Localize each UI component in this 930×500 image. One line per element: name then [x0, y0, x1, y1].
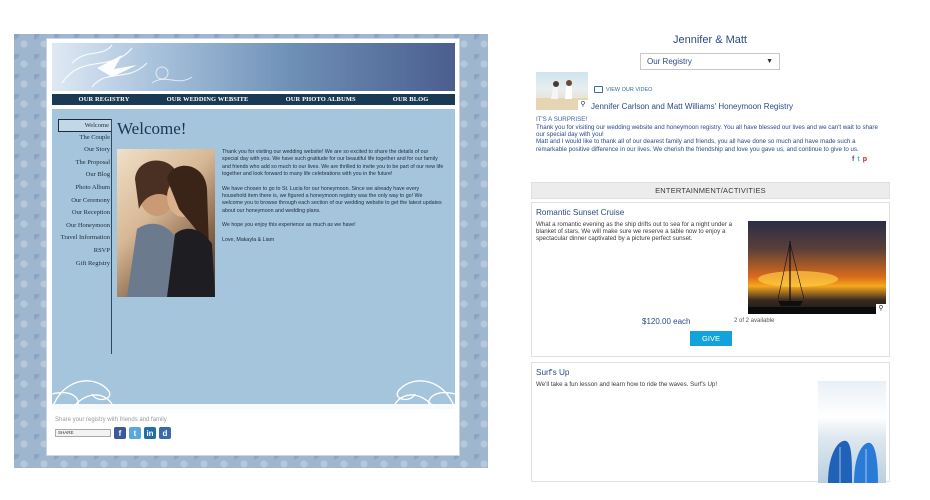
item-availability: 2 of 2 available	[734, 318, 775, 324]
couple-beach-thumbnail[interactable]	[536, 72, 588, 110]
pinterest-icon[interactable]: p	[862, 156, 867, 163]
page-heading: Welcome!	[117, 119, 187, 138]
video-icon	[594, 86, 603, 93]
item-price: $120.00 each	[642, 317, 691, 326]
section-heading: ENTERTAINMENT/ACTIVITIES	[531, 182, 890, 199]
share-registry-label: Share your registry with friends and family	[55, 417, 167, 423]
nav-item-blog[interactable]: OUR BLOG	[392, 96, 429, 103]
nav-item-wedding-website[interactable]: OUR WEDDING WEBSITE	[166, 96, 249, 103]
twitter-icon[interactable]: t	[129, 427, 141, 439]
share-button[interactable]: SHARE	[55, 429, 111, 437]
delicious-icon[interactable]: d	[159, 427, 171, 439]
menu-item-welcome[interactable]: Welcome	[58, 119, 112, 132]
registry-name: Jennifer Carlson and Matt Williams' Honeymoon Registry	[591, 102, 794, 111]
nav-item-registry[interactable]: OUR REGISTRY	[78, 96, 130, 103]
sunset-cruise-image[interactable]	[748, 221, 886, 314]
menu-item-photo-album[interactable]: Photo Album	[75, 183, 110, 191]
surfboards-image[interactable]	[818, 381, 886, 483]
menu-item-honeymoon[interactable]: Our Honeymoon	[66, 221, 110, 229]
welcome-signature: Love, Makayla & Liam	[222, 236, 275, 243]
zoom-icon[interactable]: ⚲	[876, 304, 886, 314]
registry-select-value: Our Registry	[647, 57, 692, 66]
menu-item-blog[interactable]: Our Blog	[85, 171, 110, 179]
view-video-label: VIEW OUR VIDEO	[606, 86, 653, 93]
menu-item-proposal[interactable]: The Proposal	[75, 158, 110, 166]
zoom-icon[interactable]: ⚲	[578, 100, 588, 110]
site-content-panel	[52, 109, 455, 409]
site-side-menu	[58, 119, 112, 270]
view-video-link[interactable]	[594, 86, 652, 93]
item-title[interactable]: Surf's Up	[536, 368, 570, 377]
menu-item-gift-registry[interactable]: Gift Registry	[75, 259, 110, 267]
site-banner	[52, 43, 455, 91]
registry-couple-title: Jennifer & Matt	[673, 34, 747, 46]
menu-item-couple[interactable]: The Couple	[79, 133, 110, 141]
menu-divider	[111, 119, 112, 354]
give-button[interactable]: GIVE	[690, 331, 732, 346]
share-row	[55, 427, 171, 439]
registry-share-icons	[852, 156, 867, 163]
nav-item-photo-albums[interactable]: OUR PHOTO ALBUMS	[285, 96, 356, 103]
item-description: What a romantic evening as the ship drifts out to sea for a night under a blanket of stars. We will make sure we reserve a table now to enjoy a spectacular dinner captivated by a picture perfect sunset.	[536, 221, 733, 243]
menu-item-reception[interactable]: Our Reception	[71, 209, 110, 217]
item-description: We'll take a fun lesson and learn how to ride the waves. Surf's Up!	[536, 381, 718, 388]
registry-item-card	[531, 362, 890, 482]
menu-item-travel[interactable]: Travel Information	[60, 234, 110, 242]
menu-item-ceremony[interactable]: Our Ceremony	[71, 196, 110, 204]
swirl-decoration	[52, 359, 455, 409]
menu-item-rsvp[interactable]: RSVP	[93, 246, 110, 254]
surprise-heading: IT'S A SURPRISE!	[536, 116, 588, 123]
wedding-site-preview	[46, 38, 460, 456]
welcome-paragraph: We have chosen to go to St. Lucia for our honeymoon. Since we already have every household item there is, we figured a honeymoon registry was the only way to go! We welcome you to browse through each section of our wedding website to get the latest updates about our honeymoon and wedding plans.	[222, 185, 442, 214]
dove-swirl-graphic	[52, 43, 455, 91]
welcome-paragraph: Thank you for visiting our wedding website! We are so excited to share the details of our special day with you. We have such gratitude for our beautiful life together and for our family and friends who add so much to our lives. We are thrilled to invite you to be part of our new life together and look forward to many life celebrations with you in the future!	[222, 149, 444, 178]
facebook-icon[interactable]: f	[114, 427, 126, 439]
menu-item-story[interactable]: Our Story	[84, 146, 110, 154]
welcome-paragraph: We hope you enjoy this experience as much as we have!	[222, 222, 356, 229]
twitter-icon[interactable]: t	[857, 156, 860, 163]
couple-photo	[117, 149, 215, 297]
chevron-down-icon: ▼	[766, 58, 773, 65]
facebook-icon[interactable]: f	[852, 156, 855, 163]
welcome-text	[222, 149, 444, 251]
site-nav-bar	[52, 94, 455, 105]
linkedin-icon[interactable]: in	[144, 427, 156, 439]
registry-select[interactable]	[640, 53, 780, 70]
registry-item-card	[531, 202, 890, 357]
item-title[interactable]: Romantic Sunset Cruise	[536, 208, 625, 217]
registry-intro: Thank you for visiting our wedding website and honeymoon registry. You all have blessed our lives and we can't wait to share our special day with you! Matt and I would like to thank all of our dearest family and friends, you all have done so much and have made such a remarkable positive difference in our lives. We cherish the friendship and love you gave us, and continue to give to us.	[536, 124, 878, 153]
